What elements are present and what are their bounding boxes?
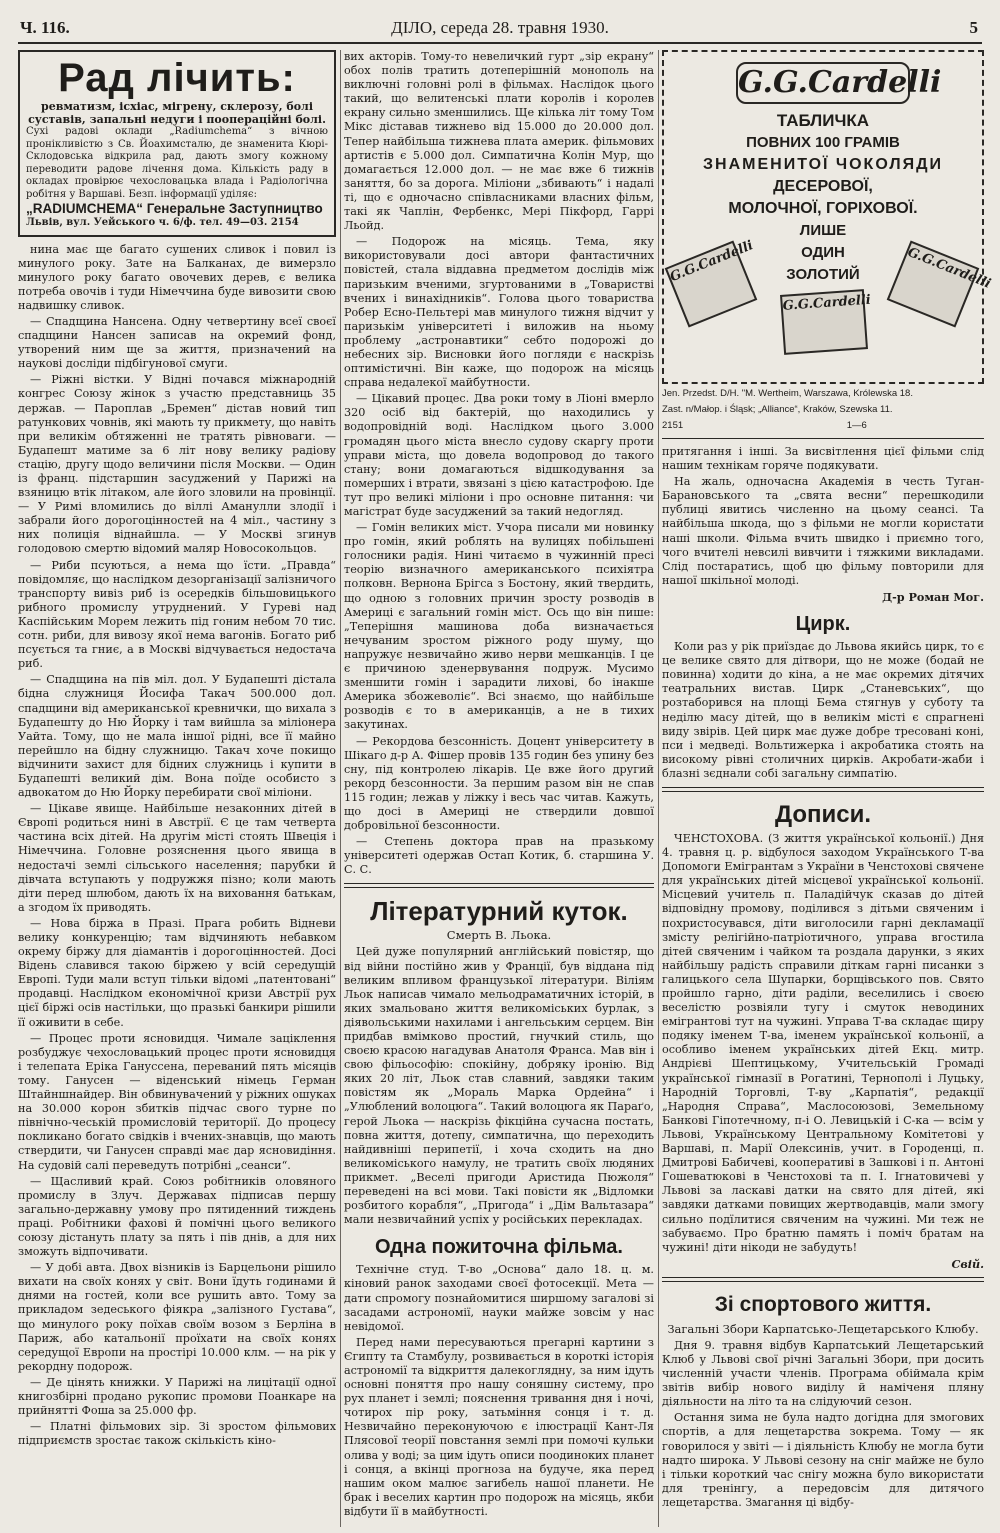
sport-paragraph: Остання зима не була надто догідна для змогових спортів, а для лещетарства зокрема. Тому — як говорилося у звіті — і діяльність Клюбу не могла бути надто широка. У Львові сезону на сніг майже не було і тільки короткий час снігу можна було використати для тренінгу, а передовсім для дитячого лещетарства. Змагання ці відбу- xyxy=(662,1411,984,1509)
section-divider xyxy=(662,438,984,439)
article-paragraph: нина має ще багато сушених сливок і повил із минулого року. Зате на Балканах, де вимерзло минулого року багато овочевих дерев, є велика потреба овочів і туди Німеччина буде вивозити свою надвишку сливок. xyxy=(18,242,336,312)
ad-line: ОДИН xyxy=(801,244,845,261)
article-paragraph: — Платні фільмових зір. Зі зростом фільмових підприємств зростає також скількість кіно- xyxy=(18,1420,336,1448)
ad-line: ДЕСЕРОВОЇ, xyxy=(773,178,873,195)
newspaper-title-date: ДІЛО, середа 28. травня 1930. xyxy=(391,18,609,37)
ad-line: ПОВНИХ 100 ГРАМІВ xyxy=(746,134,900,151)
article-paragraph: — Ріжні вістки. У Відні почався міжнародній конгрес Союзу жінок з участю представниць 35 держав. — Пароплав „Бремен“ дістав новий тип ратункових човнів, які мають ту прикмету, що навіть при великім обтяженні не тратять рівноваги. — Будапешт матиме за 6 літ нову велику радіову стацію, другу щодо величини після Москви. — Один із франц. підстаршин засуджений у Парижі на взяницю втік літаком, але його зловили на провінції. — У Римі вломились до віллі Аманулли злодії і забрали його дорогоцінностей на 4 міл., частину з них полиція віднайшла. — У Москві згинув голодовою смертю відомий маляр Новосокольцов. xyxy=(18,373,336,556)
film-continuation: притягання і інші. За висвітлення цієї фільми слід нашим технікам горяче подякувати. xyxy=(662,445,984,473)
ad-address: Львів, вул. Уейського ч. 6/ф. тел. 49—03. 2154 xyxy=(26,217,299,228)
literary-subtitle: Смерть В. Льока. xyxy=(446,928,552,943)
chocolate-advertisement xyxy=(662,50,993,384)
ad-brand: „RADIUMCHEMA“ Генеральне Заступництво xyxy=(26,201,323,216)
column-rule xyxy=(658,50,659,1527)
ad-line: ЗНАМЕНИТОЇ ЧОКОЛЯДИ xyxy=(703,156,943,173)
article-paragraph: — Нова біржа в Празі. Прага робить Відневи велику конкуренцію; там відчиняють небавком окрему біржу для діамантів і дорогоцінностей. Досі Відень славився такою біржею у всій середущій Европі. Туди мали вступ тільки відомі „патентовані“ продавці. Наслідком економічної кризи Австрії рух цієї біржі осів настільки, що празькі банкири рішили її оживити в себе. xyxy=(18,916,336,1029)
sport-paragraph: Дня 9. травня відбув Карпатський Лещетарський Клюб у Львові свої річні Загальні Збори, при досить численній участи членів. Програма обіймала крім звітів вибір нового виділу й наміченя пляну діяльности на літо та на слідуючий сезон. xyxy=(662,1338,984,1409)
section-divider xyxy=(662,787,984,792)
ad-line: ЗОЛОТИЙ xyxy=(786,266,860,283)
chocolate-bar-image: G.G.Cardelli xyxy=(780,289,868,355)
radium-advertisement xyxy=(18,50,336,237)
article-paragraph: — Цікаве явище. Найбільше незаконних дітей в Європі родиться нині в Австрії. Є це там четверта частина всіх дітей. На другім місті стоять Швеція і Німеччина. Головне розяснення цього явища в недостачі землі сільського населення; парубки й дівчата вступають у подружжя пізно; коли мають діти перед шлюбом, дають їх на виховання батькам, а згодом їх приводять. xyxy=(18,802,336,914)
masthead xyxy=(18,14,982,44)
article-paragraph: — Де цінять книжки. У Парижі на лицітації одної книгозбірні продано рукопис промови Поанкаре на прийнятті Фоша за 25.000 фр. xyxy=(18,1375,336,1418)
circus-title: Цирк. xyxy=(795,613,851,636)
ad-representative: 2151 1—6 xyxy=(662,420,867,431)
chocolate-bar-image: G.G.Cardelli xyxy=(887,240,980,327)
dopysy-signature: Свій. xyxy=(951,1256,984,1271)
article-paragraph: — Рекордова безсонність. Доцент університету в Шікаго д-р А. Фішер провів 135 годин без упину без сну, під контролею лікарів. Це вже його другий рекорд безсонности. За першим разом він не спав 115 годин; лежав у ліжку і весь час читав. Кажуть, що досі в Америці не ствердили довшої добровільної безсонности. xyxy=(344,734,654,833)
chocolate-bar-image: G.G.Cardelli xyxy=(665,240,758,327)
article-paragraph: — Гомін великих міст. Учора писали ми новинку про гомін, який роблять на вулицях побільшені голосники радія. Нині читаємо в чужинній пресі теорію визначного американського психіятра полковн. Вернона Брігса з Бостону, який твердить, що одною з головних причин зросту розводів в Америці є загальний гомін міст. Ось що він пише: „Теперішня машинова доба визначається нечуваним зростом ріжного роду шуму, що напружує незвичайно живо нерви мешканців. І це є причиною зденервування подруж. Мусимо зменшити гомін і зарадити лихові, бо інакше Америка збожеволіє“. Всі знаємо, що найбільше розводів є то в американців, а не в тихих закутинах. xyxy=(344,521,654,732)
article-paragraph: — Спадщина Нансена. Одну четвертину всеї своєї спадщини Нансен записав на окремий фонд, утворений ним ще за життя, призначений на наукові досліди підбігунової смуги. xyxy=(18,314,336,371)
ad-line: ТАБЛИЧКА xyxy=(776,111,870,130)
ad-body: Сухі радові оклади „Radiumchema“ з вічною пронікливістю з Св. Йоахимсталю, де знаменита Кюрі-Склодовська відкрила рад, дають змогу кожному переводити радове лічення дома. Кількість раду в окладах провірює чехословацька влада і Радіологічна робітня у Варшаві. Безп. інформації уділяє: xyxy=(26,126,328,200)
column-3 xyxy=(662,50,993,1527)
column-2 xyxy=(344,50,654,1527)
ad-headline: Рад лічить: xyxy=(58,56,296,100)
article-paragraph: вих акторів. Тому-то невеличкий гурт „зір екрану“ обох полів тратить дотеперішній монополь на виключні головні ролі в фільмах. Наслідок цього такий, що велитенські плати королів і королев екрану сильно зменшились. Ще кілька літ тому Том Мікс діставав тижнево від 15.000 до 20.000 дол. Тепер найбільша тижнева плата америк. фільмових артистів є 5.000 дол. Симпатична Колін Мур, що домагається 12.000 дол. — не має вже 6 тижнів заняття, бо за дорога. Міліони „збивають“ і надалі ті, що є одночасно співласниками власних фільм, такі як Чаплін, Фербенкс, Мері Пікфорд, Гаррі Льойд. xyxy=(344,50,654,233)
ad-line: МОЛОЧНОЇ, ГОРІХОВОЇ. xyxy=(728,200,918,217)
article-paragraph: — Степень доктора прав на празькому університеті одержав Остап Котик, б. старшина У. С. С. xyxy=(344,835,654,877)
sport-title: Зі спортового життя. xyxy=(714,1292,932,1316)
section-divider xyxy=(344,883,654,888)
ad-line: ЛИШЕ xyxy=(799,222,847,239)
dopysy-body: ЧЕНСТОХОВА. (З життя української кольонії.) Дня 4. травня ц. р. відбулося заходом Українського Т-ва Допомоги Емігрантам з України в Ченстохові свячене для українських дітей місцевої української кольонії. Місцевий учитель п. Паладійчук сказав до дітей відповідну промову, поділився з дітьми свяченим і похристосувався, діти виголосили гарні декламації змісту релігійно-патріотичного, управа вгостила дітей свяченим і чайком та роздала дарунки, з яких найбільшу радість справили діткам гарні писанки з галицького села Шупарки, борщівського пов. Свято пройшло гарно, діти раділи, веселились і своєю веселістю розвіяли тугу і смуток неводиних емігрантові тут на чужині. Управа Т-ва складає щиру подяку іменем Т-ва, іменем української кольонії, а особливо іменем українських дітей Екц. митр. Андрієві Шептицькому, Учительській Громаді української гімназії в Рогатині, Тернополі і Луцьку, Народній Торговлі, Т-ву „Карпатія“, редакції „Народня Справа“, Маслосоюзові, Земельному Банкові Гіпотечному, п-і О. Левицькій і С-ка — всім у Львові, Українському Центральному Комітетові у Варшаві, п. Марії Олексинів, учит. в Городенці, п. Дмитрові Бабичеві, кооперативі в Зашкові і п. Антоні Гошеватюкові в Ченстохові та п. І. Ігнатовичеві у Львові за ласкаві датки на свято для дітей, які завдяки датками повищих жертводавців, мали змогу сильно подїлитися свяченим на чужині. Ми теж не забуваємо. Про братню память і поміч братам на чужині! діти нікоди не забудуть! xyxy=(662,831,984,1254)
film-paragraph: Перед нами пересуваються прегарні картини з Єгипту та Стамбулу, розвивається в короткі історія астрономії та відкриття далекоглядну, за ним ідуть основні поняття про нашу соняшну систему, про рух планет і землі; пояснення тривання дня і ночі, чотирох пір року, затьміння сонця і т. д. Незвичайно переконуючою є ілюстрації Кант-Ля Плясової теорії повстання землі при помочі кульки олива у воді; за цим ідуть описи поодиноких планет і сонця, а вкінці прогноза на будуче, яка перед нашим оком малює загибель нашої планети. Не брак і веселих картин про подорож на місяць, якби відбути її в майбутності. xyxy=(344,1335,654,1518)
film-article-title: Одна пожиточна фільма. xyxy=(375,1236,623,1259)
ad-representative: Zast. n/Małop. i Śląsk; „Alliance“, Kraków, Szewska 11. xyxy=(662,404,893,415)
dopysy-title: Дописи. xyxy=(774,800,872,828)
ad-ailments: ревматизм, ісхіас, мігрену, склерозу, болі суставів, запальні недуги і пооперацiйні болі. xyxy=(28,100,326,126)
issue-number: Ч. 116. xyxy=(20,18,70,37)
article-paragraph: — Процес проти ясновидця. Чимале заціклення розбуджує чехословацький процес проти ясновидця і телепата Еріка Гануссена, переваний пять місяців тому. Ганусен — віденський німець Герман Штайншнайдер. Він обвинувачений у ріжних ошуках на 30.000 корон збитків підчас свого турне по північно-чеській промисловій території. До процесу покликано богато свідків і вчених-знавців, що мають ствердити, чи Ганусен справді має дар ясновидіння. На судовій салі переведуть потрібні „сеанси“. xyxy=(18,1031,336,1172)
page-number: 5 xyxy=(969,18,978,37)
article-paragraph: — Риби псуються, а нема що їсти. „Правда“ повідомляє, що наслідком дезорганізації залізничого транспорту вивіз риб із осередків більшовицького рибного промислу утруднений. У Гуреві над Каспійським Морем лежить під гоним небом 70 тис. сотн. риби, для вивозу якої нема вагонів. Богато риб псується та гниє, а в Москві відчувається недостача риб. xyxy=(18,558,336,671)
circus-body: Коли раз у рік приїздає до Львова якийсь цирк, то є це велике свято для дітвори, що не може (бодай не повинна) ходити до кіна, а не має окремих дітячих театральних вистав. Цирк „Станевських“, що розтаборився на площі Бема стягнув у суботу та неділю масу дітей, що в великім місті є спрагнені виду звірів. Цей цирк має дуже добре тресовані коні, пси і медведі. Вольтижерка і акробатика стоять на високому рівні столичних цирків. Акробати-жаби і блазні зєднали собі загальну симпатію. xyxy=(662,640,984,780)
cardelli-logo: G.G.Cardelli xyxy=(736,62,910,104)
column-1 xyxy=(18,50,336,1527)
article-paragraph: — Подорож на місяць. Тема, яку використовували досі автори фантастичних повістей, стала віддавна предметом дослідів між паризьким вченими, згуртованими в „Товаристві вчених і винахідників“. Голова цього товариства Робер Есно-Пельтері мав минулого тижня відчит у паризькім університеті і виложив на ньому проблему „астронавтики“ себто подорожі до небесних зір. Висновки його погляди є наскрізь оптимістичні. Він каже, що подорож на місяць справа недалекої майбутности. xyxy=(344,235,654,390)
article-paragraph: — У добі авта. Двох візників із Барцельони рішило вихати на своїх конях у світ. Вони їдуть годинами й днями на гостей, коли все рушить авто. Тому за прикладом зедеського фіякра „залізного Густава“, що минулого року поїхав своїм возом з Берліна в Париж, або катальонії проїхати на своїх конях середущої Европи на простірі 10.000 клм. — на рік у рекордну подорож. xyxy=(18,1261,336,1373)
article-paragraph: — Спадщина на пів міл. дол. У Будапешті дістала бідна служниця Йосифа Такач 500.000 дол. спадщини від американської кревнички, що вихала з Будапешту до Ню Йорку і там вийшла за міліонера Уайта. Тому, що не мала іншої рідні, все її майно перейшло на бідну служницю. Такач хоче покищо відчинити захист для бідних служниць і купити в Будапешті великий дім. Вона поїде особисто з адвокатом до Ню Йорку перебирати свої міліони. xyxy=(18,673,336,800)
section-divider xyxy=(662,1277,984,1282)
sport-subtitle: Загальні Збори Карпатсько-Лещетарського Клюбу. xyxy=(667,1321,979,1336)
literary-body: Цей дуже популярний англійський повістяр, що від війни постійно жив у Франції, був віддана під великим впливом французької літератури. Віліям Льок написав чимало мельодраматичних історій, в яких змальовано життя великоміських бурлак, з діявольськими нахилами і ангельським серцем. Він придбав вмімково простий, гнучкий стиль, що своєю красою нагадував Анатоля Франса. Мав він і свою фільософію: спокійну, добряку іронію. Від яких 20 літ, Льок став славний, завдяки таким повістям як „Мораль Марка Ордейна“ і „Улюблений волоцюга“. Такий волоцюга як Параґо, герой Льока — наскрізь фікційна сучасна постать, повна життя, дотепу, симпатична, що переходить найдивніші перипетії, і хоча сходить на дно великоміського намулу, не тратить своїх людяних прикмет. „Веселі пригоди Аристида Пюжоля“ переведені на всі мови. Такі повісти як „Відломки розбитого корабля“, „Пригода“ і „Дім Вальтазара“ мали незвичайний успіх у російських перекладах. xyxy=(344,945,654,1227)
literary-corner-title: Літературний куток. xyxy=(370,896,628,927)
film-continuation: На жаль, одночасна Академія в честь Туган-Барановського та „свята весни“ перешкодили публиці явитись численно на цьому сеансі. Та найбільша шкода, що з фільми не могли користати наші школи. Фільма вчить швидко і приємно того, чого вчителі невсилі вивчити і тяжкими викладами. Слід постаратись, щоб цю фільму повторили для нашої шкільної молоді. xyxy=(662,475,984,587)
article-paragraph: — Щасливий край. Союз робітників оловяного промислу в Злуч. Державах підписав першу загально-державну умову про пятиденний тиждень праці. Робітники фахові й помічні цього великого союзу дістануть плату за пять і пів днів, а для них зможуть відпочивати. xyxy=(18,1174,336,1259)
article-paragraph: — Цікавий процес. Два роки тому в Ліоні вмерло 320 осіб від бактерій, що находились у водопровідній воді. Наслідком цього 3.000 громадян цього міста внесло судову скаргу проти управи міста, що довела водопровод до такого стану; вони домагаються відшкодування за померших і втрати, звязані з цією катастрофою. Іде тут про великі міліони і про основне питання: чи магістрат буде засуджений за такий недогляд. xyxy=(344,392,654,518)
film-paragraph: Технічне студ. Т-во „Основа“ дало 18. ц. м. кіновий ранок заходами своєї фотосекції. Мета — дати спромогу познайомитися ширшому загалові зі засадами астрономії, науки майже зовсім у нас невідомої. xyxy=(344,1263,654,1333)
author-signature: Д-р Роман Мог. xyxy=(882,589,984,604)
ad-representative: Jen. Przedst. D/H. "M. Wertheim, Warszawa, Królewska 18. xyxy=(662,388,913,399)
column-rule xyxy=(340,50,341,1527)
